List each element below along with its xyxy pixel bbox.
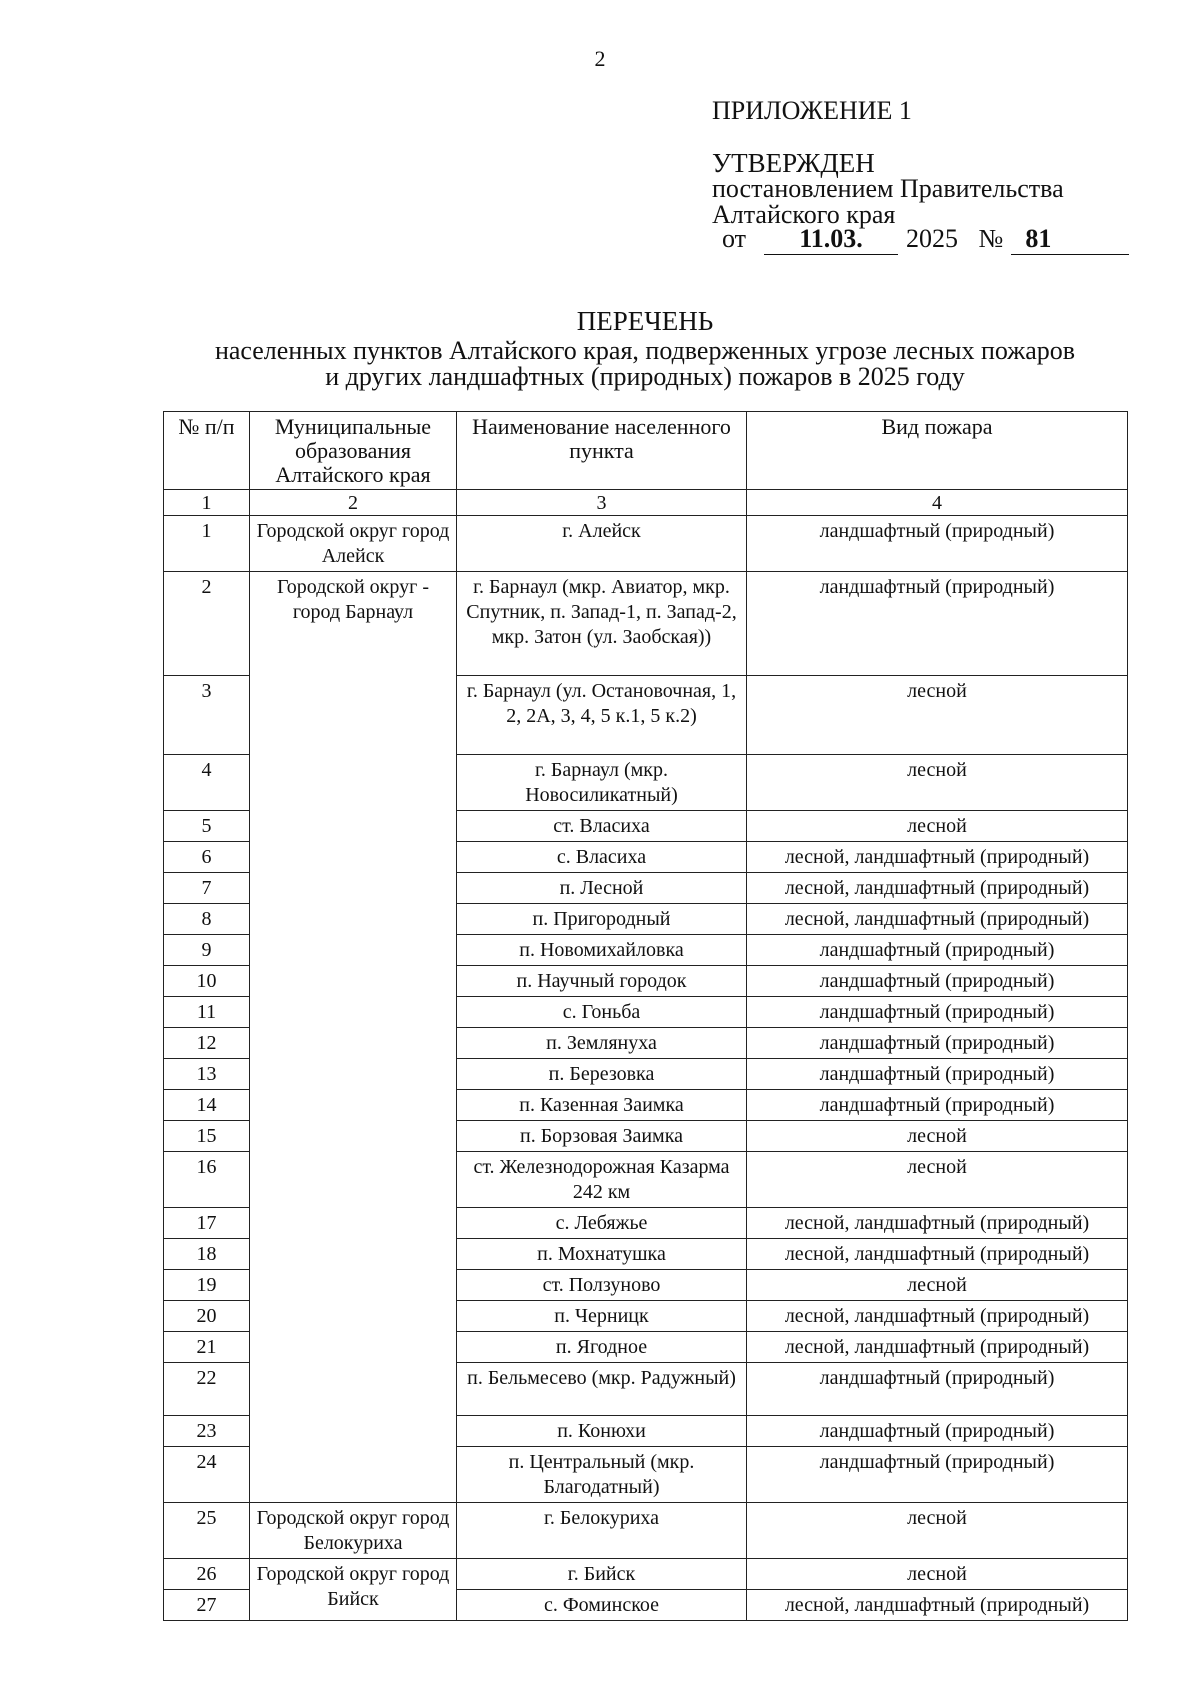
column-number: 4 bbox=[747, 490, 1128, 516]
settlement-cell: ст. Власиха bbox=[457, 811, 747, 842]
page-number: 2 bbox=[594, 46, 606, 71]
row-number: 6 bbox=[164, 842, 250, 873]
settlement-cell: с. Гоньба bbox=[457, 997, 747, 1028]
row-number: 21 bbox=[164, 1332, 250, 1363]
settlement-cell: ст. Железнодорожная Казарма 242 км bbox=[457, 1152, 747, 1208]
fire-type-cell: лесной bbox=[747, 676, 1128, 755]
settlement-cell: г. Алейск bbox=[457, 516, 747, 572]
row-number: 20 bbox=[164, 1301, 250, 1332]
municipality-cell: Городской округ город Белокуриха bbox=[250, 1503, 457, 1559]
table-row bbox=[164, 1503, 1128, 1559]
row-number: 14 bbox=[164, 1090, 250, 1121]
fire-type-cell: лесной, ландшафтный (природный) bbox=[747, 842, 1128, 873]
fire-type-cell: лесной, ландшафтный (природный) bbox=[747, 904, 1128, 935]
fire-type-cell: ландшафтный (природный) bbox=[747, 516, 1128, 572]
fire-type-cell: лесной bbox=[747, 811, 1128, 842]
row-number: 13 bbox=[164, 1059, 250, 1090]
fire-type-cell: ландшафтный (природный) bbox=[747, 572, 1128, 676]
approval-heading: УТВЕРЖДЕН bbox=[712, 148, 875, 178]
fire-type-cell: лесной, ландшафтный (природный) bbox=[747, 1239, 1128, 1270]
fire-type-cell: лесной bbox=[747, 1121, 1128, 1152]
settlement-cell: г. Барнаул (мкр. Авиатор, мкр. Спутник, п. Запад-1, п. Запад-2, мкр. Затон (ул. Заобская)) bbox=[457, 572, 747, 676]
approval-number: 81 bbox=[1011, 224, 1129, 255]
fire-type-cell: лесной bbox=[747, 1559, 1128, 1590]
table-header-row bbox=[164, 412, 1128, 490]
table-row bbox=[164, 1559, 1128, 1590]
fire-type-cell: ландшафтный (природный) bbox=[747, 1090, 1128, 1121]
row-number: 22 bbox=[164, 1363, 250, 1416]
document-title: ПЕРЕЧЕНЬ bbox=[576, 306, 714, 336]
row-number: 12 bbox=[164, 1028, 250, 1059]
column-number-row bbox=[164, 490, 1128, 516]
fire-type-cell: ландшафтный (природный) bbox=[747, 1059, 1128, 1090]
municipality-cell bbox=[250, 572, 457, 1503]
approval-block bbox=[712, 150, 1064, 228]
settlements-table bbox=[163, 411, 1128, 1621]
settlement-cell: п. Центральный (мкр. Благодатный) bbox=[457, 1447, 747, 1503]
appendix-title: ПРИЛОЖЕНИЕ 1 bbox=[712, 96, 912, 125]
row-number: 7 bbox=[164, 873, 250, 904]
settlement-cell: п. Бельмесево (мкр. Радужный) bbox=[457, 1363, 747, 1416]
column-number: 3 bbox=[457, 490, 747, 516]
fire-type-cell: ландшафтный (природный) bbox=[747, 1363, 1128, 1416]
subtitle-line-1: населенных пунктов Алтайского края, подверженных угрозе лесных пожаров bbox=[214, 336, 1076, 365]
settlement-cell: п. Лесной bbox=[457, 873, 747, 904]
row-number: 27 bbox=[164, 1590, 250, 1621]
fire-type-cell: лесной, ландшафтный (природный) bbox=[747, 1332, 1128, 1363]
municipality-cell: Городской округ город Алейск bbox=[250, 516, 457, 572]
settlement-cell: п. Казенная Заимка bbox=[457, 1090, 747, 1121]
row-number: 2 bbox=[164, 572, 250, 676]
row-number: 26 bbox=[164, 1559, 250, 1590]
settlement-cell: п. Землянуха bbox=[457, 1028, 747, 1059]
fire-type-cell: ландшафтный (природный) bbox=[747, 997, 1128, 1028]
approval-year: 2025 bbox=[906, 224, 959, 253]
settlement-cell: п. Борзовая Заимка bbox=[457, 1121, 747, 1152]
settlement-cell: п. Научный городок bbox=[457, 966, 747, 997]
subtitle-line-2: и других ландшафтных (природных) пожаров в 2025 году bbox=[325, 362, 965, 391]
header-fire-type: Вид пожара bbox=[747, 412, 1128, 490]
settlement-cell: п. Пригородный bbox=[457, 904, 747, 935]
approval-date: 11.03. bbox=[764, 224, 898, 255]
row-number: 9 bbox=[164, 935, 250, 966]
settlement-cell: ст. Ползуново bbox=[457, 1270, 747, 1301]
column-number: 2 bbox=[250, 490, 457, 516]
header-municipality: Муниципальные образования Алтайского края bbox=[250, 412, 457, 490]
row-number: 15 bbox=[164, 1121, 250, 1152]
settlement-cell: с. Власиха bbox=[457, 842, 747, 873]
municipality-name: Городской округ - город Барнаул bbox=[276, 576, 429, 623]
row-number: 3 bbox=[164, 676, 250, 755]
settlement-cell: с. Лебяжье bbox=[457, 1208, 747, 1239]
fire-type-cell: лесной, ландшафтный (природный) bbox=[747, 1590, 1128, 1621]
municipality-cell: Городской округ город Бийск bbox=[250, 1559, 457, 1621]
row-number: 11 bbox=[164, 997, 250, 1028]
fire-type-cell: ландшафтный (природный) bbox=[747, 1416, 1128, 1447]
fire-type-cell: ландшафтный (природный) bbox=[747, 966, 1128, 997]
settlement-cell: г. Бийск bbox=[457, 1559, 747, 1590]
row-number: 10 bbox=[164, 966, 250, 997]
fire-type-cell: ландшафтный (природный) bbox=[747, 1028, 1128, 1059]
fire-type-cell: ландшафтный (природный) bbox=[747, 1447, 1128, 1503]
settlement-cell: п. Ягодное bbox=[457, 1332, 747, 1363]
document-subtitle bbox=[160, 338, 1130, 390]
table-row bbox=[164, 572, 1128, 676]
approval-date-line bbox=[722, 224, 1129, 255]
settlement-cell: г. Белокуриха bbox=[457, 1503, 747, 1559]
row-number: 23 bbox=[164, 1416, 250, 1447]
fire-type-cell: лесной bbox=[747, 755, 1128, 811]
row-number: 17 bbox=[164, 1208, 250, 1239]
approval-region: Алтайского края bbox=[712, 200, 896, 229]
row-number: 1 bbox=[164, 516, 250, 572]
row-number: 25 bbox=[164, 1503, 250, 1559]
row-number: 18 bbox=[164, 1239, 250, 1270]
settlement-cell: п. Конюхи bbox=[457, 1416, 747, 1447]
number-label: № bbox=[978, 224, 1004, 253]
settlement-cell: с. Фоминское bbox=[457, 1590, 747, 1621]
from-label: от bbox=[722, 224, 747, 253]
header-settlement: Наименование населенного пункта bbox=[457, 412, 747, 490]
fire-type-cell: лесной bbox=[747, 1270, 1128, 1301]
settlement-cell: г. Барнаул (ул. Остановочная, 1, 2, 2А, 3, 4, 5 к.1, 5 к.2) bbox=[457, 676, 747, 755]
fire-type-cell: лесной, ландшафтный (природный) bbox=[747, 1301, 1128, 1332]
settlement-cell: п. Черницк bbox=[457, 1301, 747, 1332]
fire-type-cell: лесной bbox=[747, 1152, 1128, 1208]
row-number: 16 bbox=[164, 1152, 250, 1208]
table-row bbox=[164, 516, 1128, 572]
approval-authority: постановлением Правительства bbox=[712, 174, 1064, 203]
settlement-cell: г. Барнаул (мкр. Новосиликатный) bbox=[457, 755, 747, 811]
row-number: 19 bbox=[164, 1270, 250, 1301]
row-number: 4 bbox=[164, 755, 250, 811]
row-number: 8 bbox=[164, 904, 250, 935]
fire-type-cell: ландшафтный (природный) bbox=[747, 935, 1128, 966]
row-number: 24 bbox=[164, 1447, 250, 1503]
column-number: 1 bbox=[164, 490, 250, 516]
fire-type-cell: лесной, ландшафтный (природный) bbox=[747, 873, 1128, 904]
fire-type-cell: лесной, ландшафтный (природный) bbox=[747, 1208, 1128, 1239]
settlement-cell: п. Мохнатушка bbox=[457, 1239, 747, 1270]
settlement-cell: п. Березовка bbox=[457, 1059, 747, 1090]
row-number: 5 bbox=[164, 811, 250, 842]
fire-type-cell: лесной bbox=[747, 1503, 1128, 1559]
settlement-cell: п. Новомихайловка bbox=[457, 935, 747, 966]
header-number: № п/п bbox=[164, 412, 250, 490]
